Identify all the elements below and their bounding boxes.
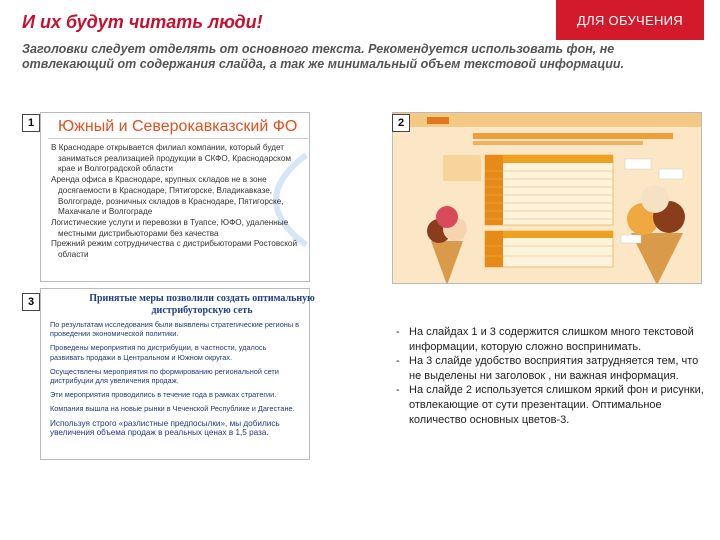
slide-1-bullet: Прежний режим сотрудничества с дистрибьюторами Ростовской области [51,239,298,260]
slide-1-number: 1 [22,114,40,132]
slide-1-title-divider [48,138,308,139]
slide-1-bullet: Логистические услуги и перевозки в Туапсе, ЮФО, удаленные местными дистрибьюторами без качества [51,217,289,238]
slide-3-paragraph: Эти мероприятия проводились в течение года в рамках стратегии. [50,390,277,400]
slide-3-body [50,320,300,442]
note-item: - На 3 слайде удобство восприятия затрудняется тем, что не выделены ни заголовок , ни важная информация. [394,354,706,383]
slide-3-paragraph: Проведены мероприятия по дистрибуции, в частности, удалось развивать продажи в Центральном и Южном округах. [50,343,267,362]
slide-3-paragraph: По результатам исследования были выявлены стратегические регионы в проведении экономической политики. [50,320,299,339]
slide-1-title: Южный и Северокавказский ФО [58,118,298,135]
notes-list [394,325,706,427]
slide-2-subtitle-bar [473,141,643,145]
page-title: И их будут читать люди! [22,12,263,32]
slide-1-bullet: Аренда офиса в Краснодаре, крупных складов не в зоне досягаемости в Краснодаре, Пятигорске, Владикавказе, Волгограде, розничных складов в Краснодаре, Пятигорске, Махачкале и Волгограде [51,175,284,217]
slide-3-paragraph: Используя строго «разлистные предпосылки», мы добились увеличения объема продаж в реальных ценах в 1,5 раза. [50,418,280,437]
slide-3-number: 3 [22,293,40,311]
slide-3-paragraph: Компания вышла на новые рынки в Чеченской Республике и Дагестане. [50,404,295,414]
category-badge: ДЛЯ ОБУЧЕНИЯ [556,0,704,40]
slide-1-bullet: В Краснодаре открывается филиал компании, который будет заниматься реализацией продукции в СКФО, Краснодарском крае и Волгоградской области [51,143,291,174]
slide-2-thumbnail[interactable] [392,112,702,284]
slide-1-bullets [50,143,302,261]
slide-3-title: Принятые меры позволили создать оптимальную дистрибуторскую сеть [89,293,315,316]
note-item: - На слайдах 1 и 3 содержится слишком много текстовой информации, которую сложно воспринимать. [394,325,706,354]
slide-2-ice-cream-left-icon [427,206,467,284]
page-subtitle: Заголовки следует отделять от основного текста. Рекомендуется использовать фон, не отвлекающий от содержания слайда, а так же минимальный объем текстовой информации. [22,42,625,71]
slide-2-title-bar [473,133,673,139]
slide-2-label-box [443,155,481,181]
slide-2-number: 2 [392,114,410,132]
slide-2-logo-icon [427,117,449,124]
slide-3-paragraph: Осуществлены мероприятия по формированию региональной сети дистрибуции для увеличения продаж. [50,366,279,386]
slide-2-table [485,155,613,267]
slide-2-ice-cream-right-icon [627,185,685,284]
slide-2-graphic [393,113,702,284]
note-item: - На слайде 2 используется слишком яркий фон и рисунки, отвлекающие от сути презентации. Оптимальное количество основных цветов-3. [394,383,706,427]
